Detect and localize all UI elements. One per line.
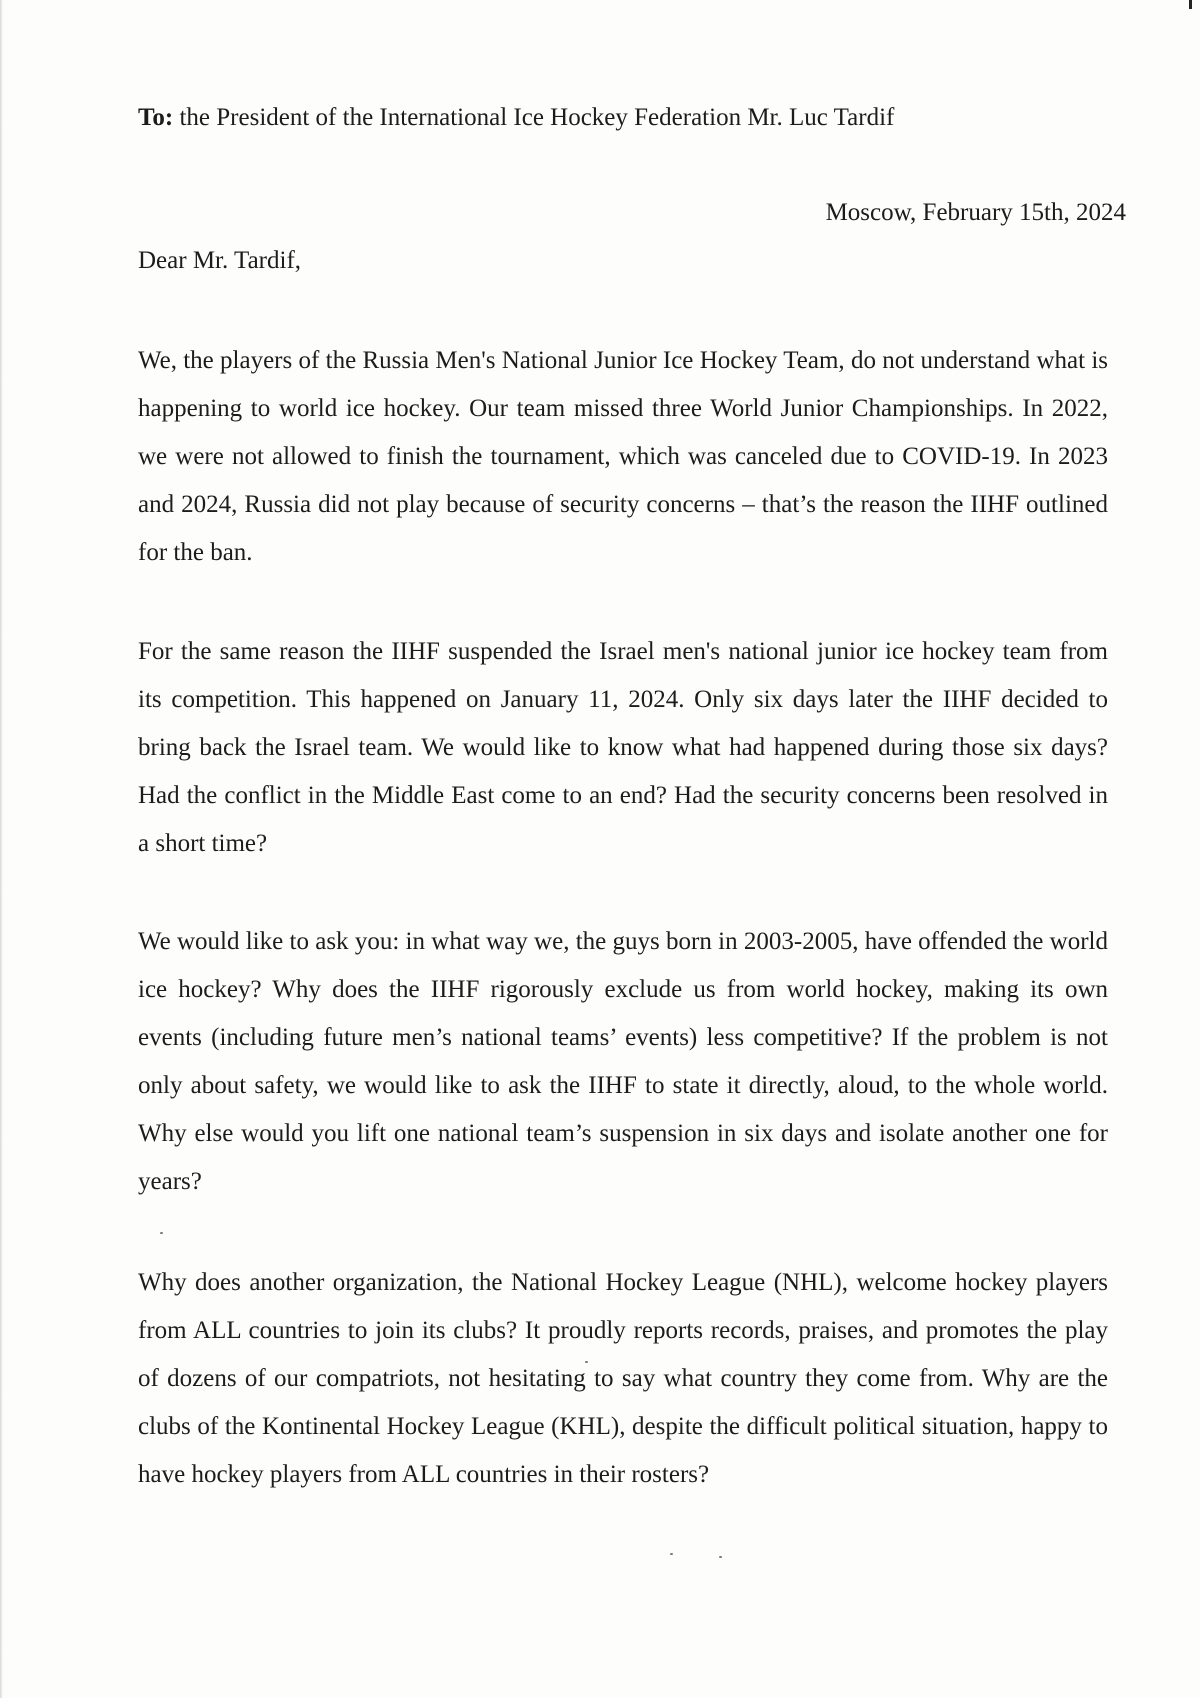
place-and-date: Moscow, February 15th, 2024 [825,199,1126,226]
recipient-line [138,101,1098,135]
recipient-label: To: [138,104,174,131]
scan-edge-mark [1189,0,1192,9]
paragraph-3: We would like to ask you: in what way we, the guys born in 2003-2005, have offended the world ice hockey? Why does the IIHF rigorously exclude us from world hockey, making its own events (including future men’s national teams’ events) less competitive? If the problem is not only about safety, we would like to ask the IIHF to state it directly, aloud, to the whole world. Why else would you lift one national team’s suspension in six days and isolate another one for years? [138,928,1108,1195]
paragraph-1: We, the players of the Russia Men's National Junior Ice Hockey Team, do not understand what is happening to world ice hockey. Our team missed three World Junior Championships. In 2022, we were not allowed to finish the tournament, which was canceled due to COVID-19. In 2023 and 2024, Russia did not play because of security concerns – that’s the reason the IIHF outlined for the ban. [138,347,1108,566]
scan-speck [719,1556,722,1558]
scan-speck [160,1232,163,1234]
scan-speck [585,1361,588,1363]
scan-edge-shadow [0,0,3,1698]
scan-speck [670,1553,673,1555]
salutation: Dear Mr. Tardif, [138,247,302,274]
paragraph-2: For the same reason the IIHF suspended the Israel men's national junior ice hockey team from its competition. This happened on January 11, 2024. Only six days later the IIHF decided to bring back the Israel team. We would like to know what had happened during those six days? Had the conflict in the Middle East come to an end? Had the security concerns been resolved in a short time? [138,638,1108,857]
paragraph-4: Why does another organization, the National Hockey League (NHL), welcome hockey players from ALL countries to join its clubs? It proudly reports records, praises, and promotes the play of dozens of our compatriots, not hesitating to say what country they come from. Why are the clubs of the Kontinental Hockey League (KHL), despite the difficult political situation, happy to have hockey players from ALL countries in their rosters? [138,1269,1108,1488]
recipient-name: the President of the International Ice Hockey Federation Mr. Luc Tardif [173,104,895,131]
